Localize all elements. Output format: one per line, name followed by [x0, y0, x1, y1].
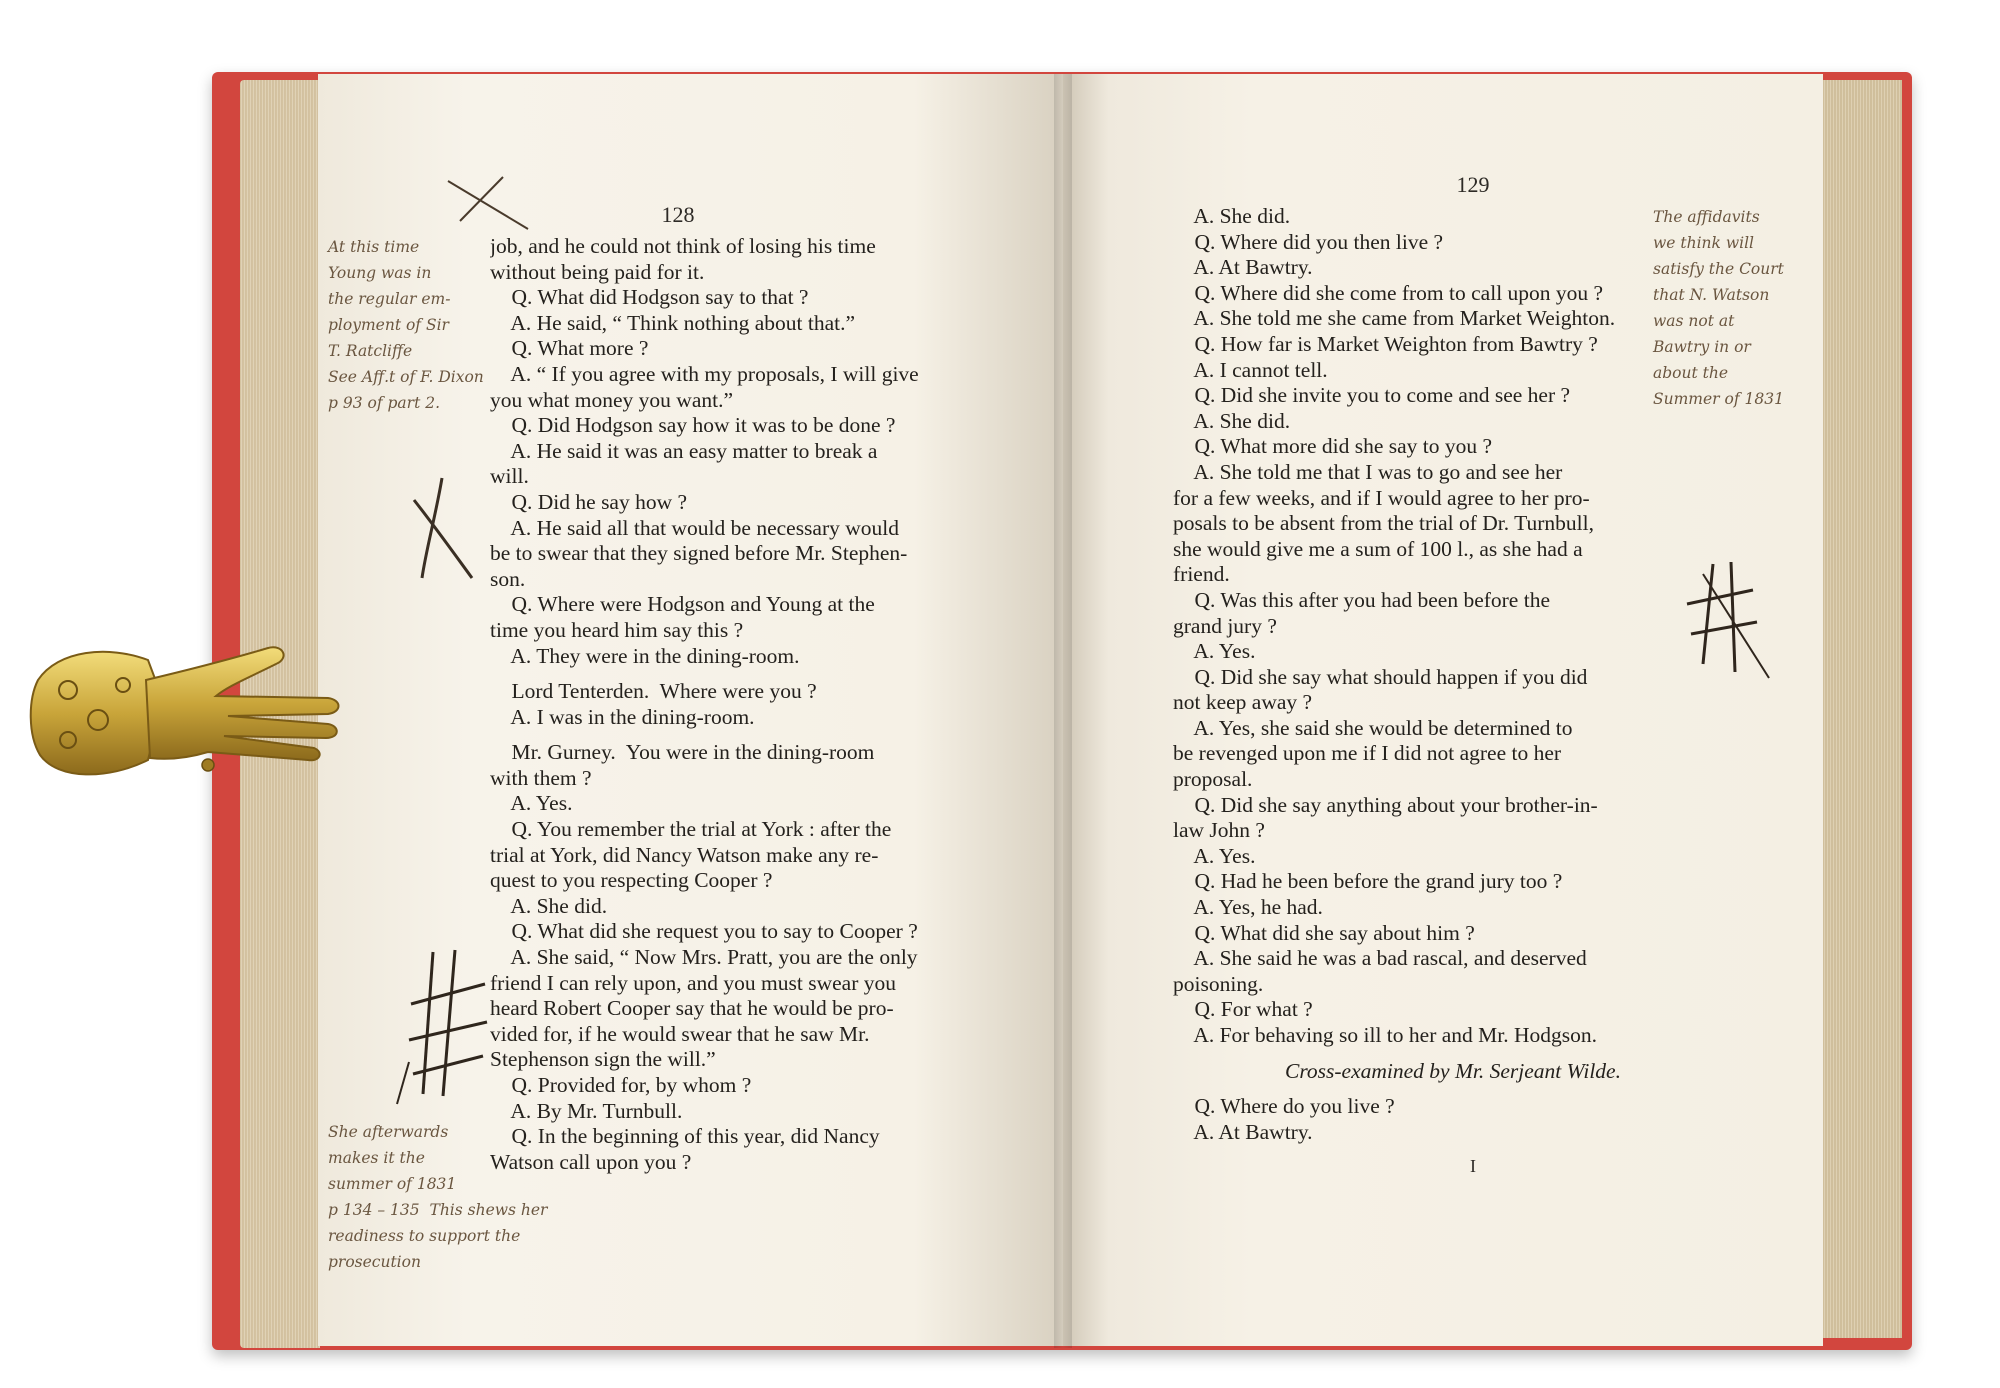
text-line: vided for, if he would swear that he saw Mr. [490, 1021, 870, 1046]
text-line: Q. Where did you then live ? [1173, 229, 1444, 254]
handwritten-note-line: See Aff.t of F. Dixon [328, 368, 484, 386]
text-line: A. She said he was a bad rascal, and deserved [1173, 946, 1587, 971]
text-line: A. Yes. [1173, 639, 1256, 664]
right-page-number: 129 [1456, 172, 1490, 197]
text-line: A. Yes, he had. [1173, 895, 1323, 920]
text-line: Q. Was this after you had been before the [1173, 587, 1550, 612]
text-line: Q. For what ? [1173, 997, 1313, 1022]
text-line [1173, 1084, 1733, 1094]
right-page [1063, 74, 1823, 1346]
text-line [490, 730, 1050, 740]
handwritten-note-line: satisfy the Court [1653, 260, 1784, 278]
text-line: quest to you respecting Cooper ? [490, 868, 773, 893]
x-mark-middle [408, 474, 488, 584]
left-page-number: 128 [661, 202, 695, 227]
signature-mark: I [1470, 1156, 1476, 1176]
text-line: Q. Did Hodgson say how it was to be done ? [490, 413, 896, 438]
text-line: friend I can rely upon, and you must swear you [490, 970, 897, 995]
text-line: A. She told me she came from Market Weighton. [1173, 306, 1616, 331]
tally-mark-left [393, 944, 503, 1114]
text-line [490, 669, 1050, 679]
text-line: grand jury ? [1173, 613, 1277, 638]
brass-hand-bookmark-clip [28, 640, 358, 790]
text-line: Q. Where do you live ? [1173, 1094, 1395, 1119]
text-line: job, and he could not think of losing his time [490, 234, 876, 258]
right-page-edges [1820, 80, 1902, 1338]
right-page-text [1173, 204, 1733, 1145]
text-line: A. He said it was an easy matter to break a [490, 438, 878, 463]
text-line: law John ? [1173, 818, 1265, 843]
text-line: A. He said, “ Think nothing about that.” [490, 310, 856, 335]
text-line: A. At Bawtry. [1173, 255, 1313, 280]
text-line: A. I was in the dining-room. [490, 704, 755, 729]
text-line: Q. What more ? [490, 336, 649, 361]
text-line: not keep away ? [1173, 690, 1313, 715]
text-line: you what money you want.” [490, 387, 734, 412]
text-line: son. [490, 566, 526, 591]
x-mark-top [428, 169, 548, 239]
text-line: Q. Provided for, by whom ? [490, 1073, 752, 1097]
left-page-text [490, 234, 1050, 1175]
text-line: Q. Had he been before the grand jury too ? [1173, 869, 1563, 894]
text-line: heard Robert Cooper say that he would be pro- [490, 996, 894, 1021]
text-line: A. She did. [1173, 408, 1291, 433]
text-line: be revenged upon me if I did not agree to her [1173, 741, 1562, 766]
text-line: posals to be absent from the trial of Dr. Turnbull, [1173, 511, 1595, 536]
text-line: A. She said, “ Now Mrs. Pratt, you are the only [490, 945, 918, 970]
text-line: A. Yes, she said she would be determined to [1173, 715, 1573, 740]
handwritten-note-line: summer of 1831 [328, 1175, 457, 1193]
text-line: Q. Did she say what should happen if you did [1173, 664, 1588, 689]
left-page [318, 74, 1063, 1346]
text-line: Lord Tenterden. Where were you ? [490, 679, 817, 704]
text-line: without being paid for it. [490, 259, 705, 284]
text-line: Q. What did Hodgson say to that ? [490, 285, 809, 310]
text-line: A. By Mr. Turnbull. [490, 1098, 683, 1123]
text-line: time you heard him say this ? [490, 617, 744, 642]
text-line: A. She did. [490, 893, 608, 918]
handwritten-note-line: that N. Watson [1653, 286, 1770, 304]
text-line: Q. What more did she say to you ? [1173, 434, 1493, 459]
handwritten-note-line: ployment of Sir [328, 316, 449, 334]
text-line: she would give me a sum of 100 l., as she had a [1173, 536, 1583, 561]
text-line: A. Yes. [1173, 843, 1256, 868]
handwritten-note-line: we think will [1653, 234, 1754, 252]
text-line: trial at York, did Nancy Watson make any re- [490, 842, 879, 867]
text-line: Q. Where were Hodgson and Young at the [490, 592, 875, 617]
text-line: A. Yes. [490, 791, 573, 816]
text-line: Q. Where did she come from to call upon you ? [1173, 280, 1604, 305]
margin-note-left-top [328, 234, 484, 416]
text-line: A. “ If you agree with my proposals, I will give [490, 361, 919, 386]
text-line: Q. What did she say about him ? [1173, 920, 1475, 945]
handwritten-note-line: T. Ratcliffe [328, 342, 413, 360]
text-line: A. They were in the dining-room. [490, 643, 800, 668]
text-line: be to swear that they signed before Mr. Stephen- [490, 541, 908, 566]
handwritten-note-line: p 93 of part 2. [328, 394, 441, 412]
handwritten-note-line: readiness to support the [328, 1227, 521, 1245]
handwritten-note-line: At this time [328, 238, 420, 256]
handwritten-note-line: Young was in [328, 264, 432, 282]
text-line: Q. Did he say how ? [490, 489, 688, 514]
text-line: A. For behaving so ill to her and Mr. Hodgson. [1173, 1023, 1598, 1047]
handwritten-note-line: about the [1653, 364, 1729, 382]
handwritten-note-line: makes it the [328, 1149, 425, 1167]
tally-mark-right [1673, 554, 1793, 684]
handwritten-note-line: prosecution [328, 1253, 421, 1271]
text-line: with them ? [490, 765, 592, 790]
text-line: poisoning. [1173, 971, 1264, 996]
margin-note-left-bottom [328, 1119, 547, 1275]
text-line: A. She told me that I was to go and see her [1173, 459, 1563, 484]
text-line: Q. Did she invite you to come and see her ? [1173, 383, 1571, 408]
handwritten-note-line: p 134 – 135 This shews her [328, 1201, 548, 1219]
text-line: Q. You remember the trial at York : after the [490, 817, 892, 842]
text-line: A. I cannot tell. [1173, 357, 1328, 382]
text-line: Q. Did she say anything about your brother-in- [1173, 792, 1598, 817]
margin-note-right [1653, 204, 1784, 412]
text-line: A. At Bawtry. [1173, 1119, 1313, 1144]
handwritten-note-line: The affidavits [1653, 208, 1760, 226]
text-line: Q. What did she request you to say to Cooper ? [490, 919, 918, 944]
handwritten-note-line: Summer of 1831 [1653, 390, 1784, 408]
text-line: proposal. [1173, 767, 1253, 792]
handwritten-note-line: was not at [1653, 312, 1735, 330]
text-line: Stephenson sign the will.” [490, 1047, 716, 1072]
text-line: Cross-examined by Mr. Serjeant Wilde. [1285, 1058, 1621, 1083]
handwritten-note-line: She afterwards [328, 1123, 449, 1141]
text-line: Mr. Gurney. You were in the dining-room [490, 740, 875, 765]
text-line: for a few weeks, and if I would agree to her pro- [1173, 485, 1590, 510]
text-line [1173, 1049, 1733, 1059]
text-line: A. He said all that would be necessary would [490, 515, 900, 540]
book-spine [1054, 74, 1072, 1348]
text-line: Q. In the beginning of this year, did Nancy [490, 1124, 880, 1149]
text-line: friend. [1173, 562, 1230, 587]
text-line: Q. How far is Market Weighton from Bawtry ? [1173, 331, 1598, 356]
text-line: will. [490, 464, 529, 489]
handwritten-note-line: the regular em- [328, 290, 451, 308]
text-line: Watson call upon you ? [490, 1149, 692, 1174]
text-line: A. She did. [1173, 204, 1291, 228]
handwritten-note-line: Bawtry in or [1653, 338, 1751, 356]
